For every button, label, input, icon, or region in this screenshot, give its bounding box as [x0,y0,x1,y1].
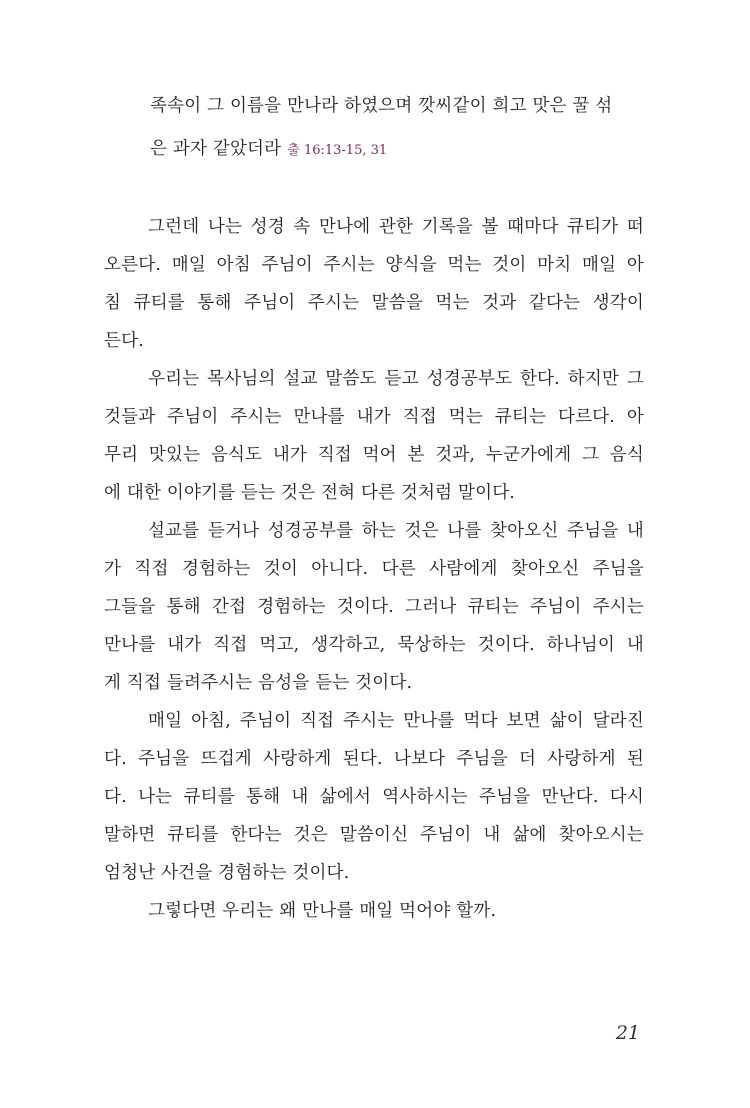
paragraph-3-line: 설교를 듣거나 성경공부를 하는 것은 나를 찾아오신 주님을 내 [148,521,644,541]
paragraph-2-line: 것들과 주님이 주시는 만나를 내가 직접 먹는 큐티는 다르다. 아 [104,407,644,427]
body-text [104,213,644,935]
paragraph-3-line: 가 직접 경험하는 것이 아니다. 다른 사람에게 찾아오신 주님을 [104,559,644,579]
paragraph-1-line: 오른다. 매일 아침 주님이 주시는 양식을 먹는 것이 마치 매일 아 [104,255,644,275]
paragraph-3-line: 그들을 통해 간접 경험하는 것이다. 그러나 큐티는 주님이 주시는 [104,597,644,617]
paragraph-2-line: 우리는 목사님의 설교 말씀도 듣고 성경공부도 한다. 하지만 그 [148,369,644,389]
paragraph-2-line: 무리 맛있는 음식도 내가 직접 먹어 본 것과, 누군가에게 그 음식 [104,445,644,465]
scripture-reference: 출 16:13-15, 31 [287,143,388,158]
quote-line: 은 과자 같았더라 [150,139,282,159]
paragraph-1-line: 그런데 나는 성경 속 만나에 관한 기록을 볼 때마다 큐티가 떠 [148,217,644,237]
paragraph-4-line: 엄청난 사건을 경험하는 것이다. [104,863,350,883]
paragraph-2-line: 에 대한 이야기를 듣는 것은 전혀 다른 것처럼 말이다. [104,483,516,503]
paragraph-1-line: 든다. [104,331,144,351]
paragraph-4-line: 다. 주님을 뜨겁게 사랑하게 된다. 나보다 주님을 더 사랑하게 된 [104,749,644,769]
paragraph-5-line: 그렇다면 우리는 왜 만나를 매일 먹어야 할까. [148,901,497,921]
paragraph-4-line: 다. 나는 큐티를 통해 내 삶에서 역사하시는 주님을 만난다. 다시 [104,787,644,807]
paragraph-4-line: 말하면 큐티를 한다는 것은 말씀이신 주님이 내 삶에 찾아오시는 [104,825,644,845]
paragraph-3-line: 만나를 내가 직접 먹고, 생각하고, 묵상하는 것이다. 하나님이 내 [104,635,644,655]
paragraph-1-line: 침 큐티를 통해 주님이 주시는 말씀을 먹는 것과 같다는 생각이 [104,293,644,313]
paragraph-4-line: 매일 아침, 주님이 직접 주시는 만나를 먹다 보면 삶이 달라진 [148,711,644,731]
quote-line: 족속이 그 이름을 만나라 하였으며 깟씨같이 희고 맛은 꿀 섞 [150,96,613,116]
quote-line-with-reference [150,135,650,163]
page-number: 21 [615,1022,640,1044]
paragraph-3-line: 게 직접 들려주시는 음성을 듣는 것이다. [104,673,413,693]
scripture-quote [150,92,650,178]
